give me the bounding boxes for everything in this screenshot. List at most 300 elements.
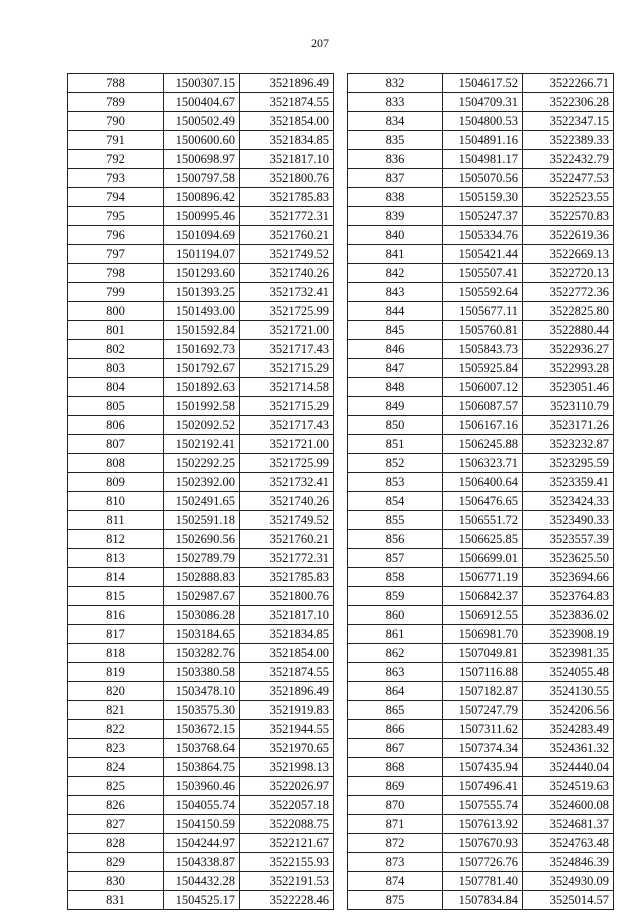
point-number-cell: 856 (348, 530, 443, 549)
y-coordinate-cell: 3521717.43 (240, 416, 334, 435)
y-coordinate-cell: 3522191.53 (240, 872, 334, 891)
y-coordinate-cell: 3523490.33 (523, 511, 614, 530)
y-coordinate-cell: 3522523.55 (523, 188, 614, 207)
x-coordinate-cell: 1507670.93 (443, 834, 523, 853)
x-coordinate-cell: 1504338.87 (164, 853, 240, 872)
table-row (68, 492, 334, 511)
y-coordinate-cell: 3521717.43 (240, 340, 334, 359)
table-row (348, 188, 614, 207)
table-row (68, 853, 334, 872)
x-coordinate-cell: 1500896.42 (164, 188, 240, 207)
point-number-cell: 789 (68, 93, 164, 112)
point-number-cell: 868 (348, 758, 443, 777)
x-coordinate-cell: 1506323.71 (443, 454, 523, 473)
table-row (68, 549, 334, 568)
point-number-cell: 861 (348, 625, 443, 644)
point-number-cell: 863 (348, 663, 443, 682)
table-row (68, 473, 334, 492)
y-coordinate-cell: 3521817.10 (240, 150, 334, 169)
point-number-cell: 874 (348, 872, 443, 891)
point-number-cell: 822 (68, 720, 164, 739)
point-number-cell: 833 (348, 93, 443, 112)
y-coordinate-cell: 3524846.39 (523, 853, 614, 872)
y-coordinate-cell: 3521749.52 (240, 245, 334, 264)
point-number-cell: 839 (348, 207, 443, 226)
x-coordinate-cell: 1502789.79 (164, 549, 240, 568)
point-number-cell: 805 (68, 397, 164, 416)
y-coordinate-cell: 3521732.41 (240, 473, 334, 492)
x-coordinate-cell: 1507311.62 (443, 720, 523, 739)
y-coordinate-cell: 3522228.46 (240, 891, 334, 910)
x-coordinate-cell: 1500307.15 (164, 74, 240, 93)
x-coordinate-cell: 1506007.12 (443, 378, 523, 397)
point-number-cell: 803 (68, 359, 164, 378)
table-row (68, 625, 334, 644)
x-coordinate-cell: 1505070.56 (443, 169, 523, 188)
y-coordinate-cell: 3522880.44 (523, 321, 614, 340)
y-coordinate-cell: 3521896.49 (240, 74, 334, 93)
x-coordinate-cell: 1507726.76 (443, 853, 523, 872)
x-coordinate-cell: 1507781.40 (443, 872, 523, 891)
y-coordinate-cell: 3521721.00 (240, 321, 334, 340)
y-coordinate-cell: 3524600.08 (523, 796, 614, 815)
table-row (68, 511, 334, 530)
point-number-cell: 875 (348, 891, 443, 910)
x-coordinate-cell: 1506699.01 (443, 549, 523, 568)
y-coordinate-cell: 3523694.66 (523, 568, 614, 587)
table-row (348, 378, 614, 397)
y-coordinate-cell: 3522432.79 (523, 150, 614, 169)
point-number-cell: 867 (348, 739, 443, 758)
point-number-cell: 806 (68, 416, 164, 435)
y-coordinate-cell: 3521772.31 (240, 549, 334, 568)
table-row (348, 739, 614, 758)
point-number-cell: 838 (348, 188, 443, 207)
x-coordinate-cell: 1502192.41 (164, 435, 240, 454)
table-row (68, 796, 334, 815)
table-row (348, 606, 614, 625)
point-number-cell: 791 (68, 131, 164, 150)
x-coordinate-cell: 1507182.87 (443, 682, 523, 701)
table-row (68, 777, 334, 796)
table-row (68, 378, 334, 397)
point-number-cell: 844 (348, 302, 443, 321)
y-coordinate-cell: 3521740.26 (240, 492, 334, 511)
table-row (68, 720, 334, 739)
y-coordinate-cell: 3521785.83 (240, 568, 334, 587)
y-coordinate-cell: 3521740.26 (240, 264, 334, 283)
coordinates-table-left (67, 73, 334, 910)
y-coordinate-cell: 3522155.93 (240, 853, 334, 872)
x-coordinate-cell: 1503184.65 (164, 625, 240, 644)
point-number-cell: 864 (348, 682, 443, 701)
y-coordinate-cell: 3521732.41 (240, 283, 334, 302)
y-coordinate-cell: 3521834.85 (240, 625, 334, 644)
point-number-cell: 847 (348, 359, 443, 378)
x-coordinate-cell: 1505247.37 (443, 207, 523, 226)
table-row (68, 302, 334, 321)
x-coordinate-cell: 1500995.46 (164, 207, 240, 226)
table-row (348, 530, 614, 549)
point-number-cell: 807 (68, 435, 164, 454)
table-row (68, 74, 334, 93)
table-row (68, 321, 334, 340)
y-coordinate-cell: 3524440.04 (523, 758, 614, 777)
point-number-cell: 865 (348, 701, 443, 720)
point-number-cell: 825 (68, 777, 164, 796)
point-number-cell: 858 (348, 568, 443, 587)
x-coordinate-cell: 1507834.84 (443, 891, 523, 910)
x-coordinate-cell: 1505159.30 (443, 188, 523, 207)
x-coordinate-cell: 1503478.10 (164, 682, 240, 701)
y-coordinate-cell: 3521854.00 (240, 644, 334, 663)
point-number-cell: 790 (68, 112, 164, 131)
table-row (68, 416, 334, 435)
x-coordinate-cell: 1504432.28 (164, 872, 240, 891)
point-number-cell: 810 (68, 492, 164, 511)
table-row (348, 207, 614, 226)
point-number-cell: 843 (348, 283, 443, 302)
y-coordinate-cell: 3521919.83 (240, 701, 334, 720)
table-row (348, 473, 614, 492)
table-row (348, 283, 614, 302)
point-number-cell: 802 (68, 340, 164, 359)
point-number-cell: 866 (348, 720, 443, 739)
y-coordinate-cell: 3521800.76 (240, 169, 334, 188)
table-row (68, 359, 334, 378)
point-number-cell: 842 (348, 264, 443, 283)
y-coordinate-cell: 3522088.75 (240, 815, 334, 834)
table-row (348, 853, 614, 872)
table-row (68, 340, 334, 359)
table-row (68, 131, 334, 150)
x-coordinate-cell: 1507555.74 (443, 796, 523, 815)
y-coordinate-cell: 3522057.18 (240, 796, 334, 815)
table-row (68, 682, 334, 701)
x-coordinate-cell: 1503380.58 (164, 663, 240, 682)
x-coordinate-cell: 1502987.67 (164, 587, 240, 606)
table-row (68, 150, 334, 169)
x-coordinate-cell: 1506245.88 (443, 435, 523, 454)
point-number-cell: 845 (348, 321, 443, 340)
x-coordinate-cell: 1507435.94 (443, 758, 523, 777)
point-number-cell: 811 (68, 511, 164, 530)
point-number-cell: 849 (348, 397, 443, 416)
x-coordinate-cell: 1506476.65 (443, 492, 523, 511)
point-number-cell: 804 (68, 378, 164, 397)
point-number-cell: 808 (68, 454, 164, 473)
y-coordinate-cell: 3524519.63 (523, 777, 614, 796)
x-coordinate-cell: 1503960.46 (164, 777, 240, 796)
y-coordinate-cell: 3521874.55 (240, 93, 334, 112)
y-coordinate-cell: 3523295.59 (523, 454, 614, 473)
x-coordinate-cell: 1504709.31 (443, 93, 523, 112)
point-number-cell: 855 (348, 511, 443, 530)
point-number-cell: 840 (348, 226, 443, 245)
point-number-cell: 870 (348, 796, 443, 815)
y-coordinate-cell: 3524763.48 (523, 834, 614, 853)
x-coordinate-cell: 1502292.25 (164, 454, 240, 473)
x-coordinate-cell: 1500502.49 (164, 112, 240, 131)
x-coordinate-cell: 1501792.67 (164, 359, 240, 378)
x-coordinate-cell: 1506842.37 (443, 587, 523, 606)
x-coordinate-cell: 1501892.63 (164, 378, 240, 397)
y-coordinate-cell: 3521725.99 (240, 454, 334, 473)
table-row (348, 796, 614, 815)
point-number-cell: 828 (68, 834, 164, 853)
table-row (348, 720, 614, 739)
y-coordinate-cell: 3523232.87 (523, 435, 614, 454)
point-number-cell: 827 (68, 815, 164, 834)
table-row (348, 435, 614, 454)
table-row (348, 74, 614, 93)
y-coordinate-cell: 3524930.09 (523, 872, 614, 891)
table-row (68, 226, 334, 245)
y-coordinate-cell: 3521800.76 (240, 587, 334, 606)
table-row (348, 454, 614, 473)
x-coordinate-cell: 1503672.15 (164, 720, 240, 739)
point-number-cell: 826 (68, 796, 164, 815)
table-row (348, 302, 614, 321)
y-coordinate-cell: 3521817.10 (240, 606, 334, 625)
y-coordinate-cell: 3521944.55 (240, 720, 334, 739)
y-coordinate-cell: 3522026.97 (240, 777, 334, 796)
x-coordinate-cell: 1501592.84 (164, 321, 240, 340)
table-row (68, 701, 334, 720)
x-coordinate-cell: 1500404.67 (164, 93, 240, 112)
point-number-cell: 816 (68, 606, 164, 625)
table-row (68, 530, 334, 549)
point-number-cell: 834 (348, 112, 443, 131)
x-coordinate-cell: 1504891.16 (443, 131, 523, 150)
x-coordinate-cell: 1503575.30 (164, 701, 240, 720)
x-coordinate-cell: 1504981.17 (443, 150, 523, 169)
y-coordinate-cell: 3522720.13 (523, 264, 614, 283)
x-coordinate-cell: 1501293.60 (164, 264, 240, 283)
point-number-cell: 818 (68, 644, 164, 663)
y-coordinate-cell: 3523171.26 (523, 416, 614, 435)
table-row (68, 112, 334, 131)
point-number-cell: 796 (68, 226, 164, 245)
y-coordinate-cell: 3521714.58 (240, 378, 334, 397)
x-coordinate-cell: 1506551.72 (443, 511, 523, 530)
x-coordinate-cell: 1506771.19 (443, 568, 523, 587)
x-coordinate-cell: 1507116.88 (443, 663, 523, 682)
x-coordinate-cell: 1507496.41 (443, 777, 523, 796)
x-coordinate-cell: 1505925.84 (443, 359, 523, 378)
point-number-cell: 869 (348, 777, 443, 796)
y-coordinate-cell: 3521749.52 (240, 511, 334, 530)
table-row (348, 777, 614, 796)
y-coordinate-cell: 3522347.15 (523, 112, 614, 131)
table-row (68, 644, 334, 663)
table-row (68, 93, 334, 112)
point-number-cell: 846 (348, 340, 443, 359)
y-coordinate-cell: 3522993.28 (523, 359, 614, 378)
table-row (348, 568, 614, 587)
y-coordinate-cell: 3524206.56 (523, 701, 614, 720)
table-row (348, 625, 614, 644)
y-coordinate-cell: 3521715.29 (240, 359, 334, 378)
x-coordinate-cell: 1504244.97 (164, 834, 240, 853)
table-row (348, 359, 614, 378)
x-coordinate-cell: 1506625.85 (443, 530, 523, 549)
point-number-cell: 820 (68, 682, 164, 701)
point-number-cell: 817 (68, 625, 164, 644)
table-row (348, 701, 614, 720)
table-row (348, 226, 614, 245)
y-coordinate-cell: 3522266.71 (523, 74, 614, 93)
point-number-cell: 801 (68, 321, 164, 340)
x-coordinate-cell: 1505334.76 (443, 226, 523, 245)
table-row (68, 834, 334, 853)
table-row (348, 587, 614, 606)
point-number-cell: 795 (68, 207, 164, 226)
point-number-cell: 793 (68, 169, 164, 188)
table-row (348, 549, 614, 568)
x-coordinate-cell: 1500600.60 (164, 131, 240, 150)
y-coordinate-cell: 3521785.83 (240, 188, 334, 207)
y-coordinate-cell: 3523359.41 (523, 473, 614, 492)
y-coordinate-cell: 3522121.67 (240, 834, 334, 853)
y-coordinate-cell: 3521834.85 (240, 131, 334, 150)
point-number-cell: 788 (68, 74, 164, 93)
point-number-cell: 871 (348, 815, 443, 834)
point-number-cell: 860 (348, 606, 443, 625)
table-row (68, 397, 334, 416)
x-coordinate-cell: 1505421.44 (443, 245, 523, 264)
y-coordinate-cell: 3523051.46 (523, 378, 614, 397)
x-coordinate-cell: 1502392.00 (164, 473, 240, 492)
table-row (68, 435, 334, 454)
x-coordinate-cell: 1506912.55 (443, 606, 523, 625)
table-row (68, 739, 334, 758)
x-coordinate-cell: 1503768.64 (164, 739, 240, 758)
y-coordinate-cell: 3521772.31 (240, 207, 334, 226)
y-coordinate-cell: 3523836.02 (523, 606, 614, 625)
x-coordinate-cell: 1502591.18 (164, 511, 240, 530)
table-row (348, 169, 614, 188)
y-coordinate-cell: 3521760.21 (240, 530, 334, 549)
table-row (68, 264, 334, 283)
point-number-cell: 857 (348, 549, 443, 568)
table-row (348, 397, 614, 416)
table-row (348, 131, 614, 150)
point-number-cell: 873 (348, 853, 443, 872)
y-coordinate-cell: 3523981.35 (523, 644, 614, 663)
point-number-cell: 852 (348, 454, 443, 473)
table-row (68, 663, 334, 682)
x-coordinate-cell: 1502888.83 (164, 568, 240, 587)
point-number-cell: 859 (348, 587, 443, 606)
x-coordinate-cell: 1501393.25 (164, 283, 240, 302)
x-coordinate-cell: 1506167.16 (443, 416, 523, 435)
point-number-cell: 799 (68, 283, 164, 302)
table-row (68, 606, 334, 625)
x-coordinate-cell: 1504150.59 (164, 815, 240, 834)
table-row (68, 815, 334, 834)
point-number-cell: 792 (68, 150, 164, 169)
point-number-cell: 831 (68, 891, 164, 910)
point-number-cell: 841 (348, 245, 443, 264)
x-coordinate-cell: 1502690.56 (164, 530, 240, 549)
point-number-cell: 809 (68, 473, 164, 492)
table-row (348, 321, 614, 340)
table-row (348, 644, 614, 663)
y-coordinate-cell: 3524681.37 (523, 815, 614, 834)
point-number-cell: 835 (348, 131, 443, 150)
y-coordinate-cell: 3522306.28 (523, 93, 614, 112)
point-number-cell: 854 (348, 492, 443, 511)
point-number-cell: 853 (348, 473, 443, 492)
y-coordinate-cell: 3521721.00 (240, 435, 334, 454)
x-coordinate-cell: 1506981.70 (443, 625, 523, 644)
point-number-cell: 824 (68, 758, 164, 777)
table-row (348, 492, 614, 511)
point-number-cell: 872 (348, 834, 443, 853)
table-row (348, 834, 614, 853)
x-coordinate-cell: 1507049.81 (443, 644, 523, 663)
y-coordinate-cell: 3524055.48 (523, 663, 614, 682)
point-number-cell: 851 (348, 435, 443, 454)
y-coordinate-cell: 3524283.49 (523, 720, 614, 739)
x-coordinate-cell: 1500698.97 (164, 150, 240, 169)
y-coordinate-cell: 3523625.50 (523, 549, 614, 568)
y-coordinate-cell: 3525014.57 (523, 891, 614, 910)
point-number-cell: 848 (348, 378, 443, 397)
point-number-cell: 813 (68, 549, 164, 568)
point-number-cell: 800 (68, 302, 164, 321)
table-row (348, 891, 614, 910)
table-row (68, 454, 334, 473)
x-coordinate-cell: 1500797.58 (164, 169, 240, 188)
y-coordinate-cell: 3521874.55 (240, 663, 334, 682)
x-coordinate-cell: 1502491.65 (164, 492, 240, 511)
y-coordinate-cell: 3524361.32 (523, 739, 614, 758)
y-coordinate-cell: 3522570.83 (523, 207, 614, 226)
x-coordinate-cell: 1505677.11 (443, 302, 523, 321)
table-row (68, 568, 334, 587)
y-coordinate-cell: 3522936.27 (523, 340, 614, 359)
table-row (348, 112, 614, 131)
x-coordinate-cell: 1506087.57 (443, 397, 523, 416)
table-row (348, 93, 614, 112)
y-coordinate-cell: 3521715.29 (240, 397, 334, 416)
point-number-cell: 829 (68, 853, 164, 872)
point-number-cell: 836 (348, 150, 443, 169)
y-coordinate-cell: 3521896.49 (240, 682, 334, 701)
table-row (68, 283, 334, 302)
x-coordinate-cell: 1502092.52 (164, 416, 240, 435)
y-coordinate-cell: 3521998.13 (240, 758, 334, 777)
x-coordinate-cell: 1503864.75 (164, 758, 240, 777)
x-coordinate-cell: 1501493.00 (164, 302, 240, 321)
point-number-cell: 819 (68, 663, 164, 682)
table-row (68, 188, 334, 207)
table-row (348, 150, 614, 169)
y-coordinate-cell: 3521760.21 (240, 226, 334, 245)
table-row (68, 587, 334, 606)
page-number: 207 (311, 36, 329, 50)
x-coordinate-cell: 1504525.17 (164, 891, 240, 910)
x-coordinate-cell: 1505843.73 (443, 340, 523, 359)
x-coordinate-cell: 1503282.76 (164, 644, 240, 663)
point-number-cell: 830 (68, 872, 164, 891)
y-coordinate-cell: 3522389.33 (523, 131, 614, 150)
table-row (348, 264, 614, 283)
table-row (348, 511, 614, 530)
x-coordinate-cell: 1507247.79 (443, 701, 523, 720)
